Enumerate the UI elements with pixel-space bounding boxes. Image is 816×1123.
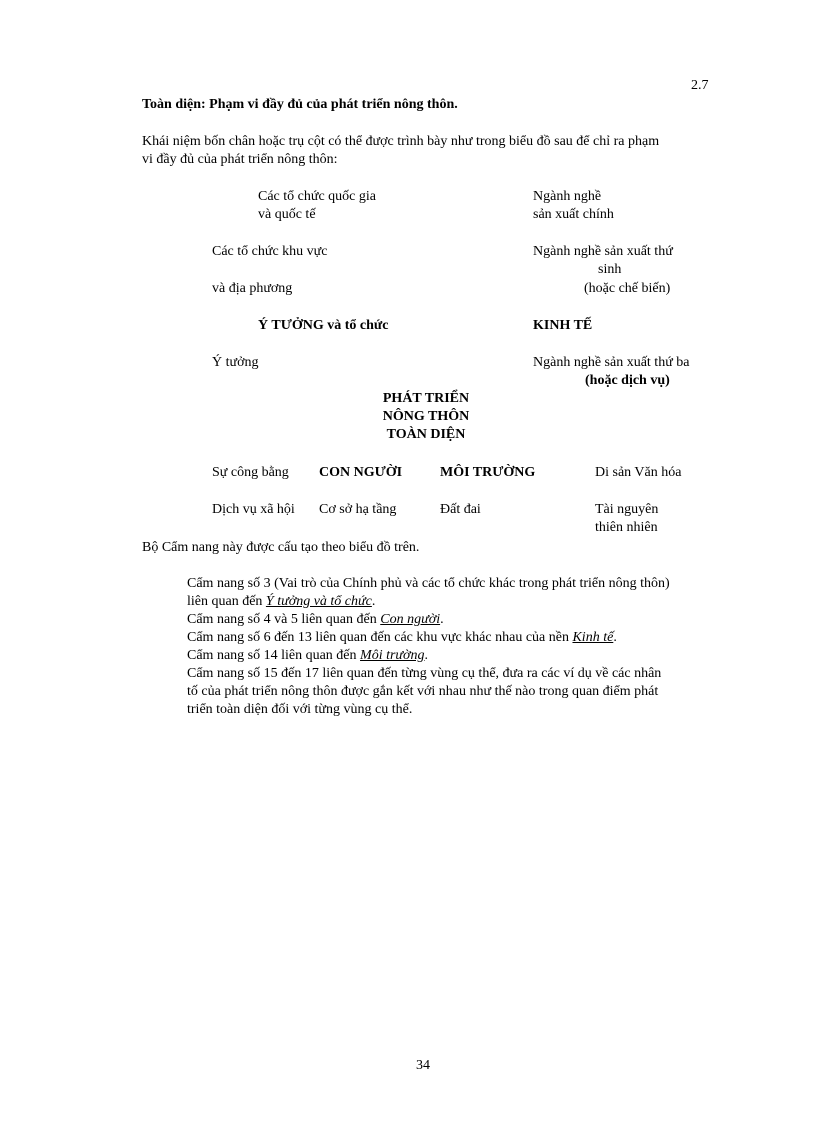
environment-link[interactable]: Môi trường xyxy=(360,648,425,663)
center-title xyxy=(326,390,526,444)
infrastructure-label: Cơ sở hạ tầng xyxy=(319,502,397,517)
intro-paragraph xyxy=(142,133,659,169)
people-link[interactable]: Con người xyxy=(380,612,441,627)
natural-resources-line-2: thiên nhiên xyxy=(595,520,658,535)
section-number: 2.7 xyxy=(691,78,709,93)
secondary-sector-line-2: sinh xyxy=(598,262,622,277)
intro-line-2: vi đầy đủ của phát triển nông thôn: xyxy=(142,152,338,167)
ideas-institutions-link[interactable]: Ý tưởng và tổ chức xyxy=(265,594,372,609)
primary-sector-line-2: sản xuất chính xyxy=(533,207,614,222)
national-institutions xyxy=(258,188,376,224)
tertiary-sector-line-2: (hoặc dịch vụ) xyxy=(585,373,670,388)
section-heading: Toàn diện: Phạm vi đầy đủ của phát triển nông thôn. xyxy=(142,97,458,112)
primary-sector xyxy=(533,188,614,224)
regional-institutions-line-2: và địa phương xyxy=(212,281,293,296)
land-label: Đất đai xyxy=(440,502,481,517)
handbook-item-1-prefix: liên quan đến xyxy=(187,594,266,609)
ideas-label: Ý tưởng xyxy=(212,355,259,370)
center-title-line-1: PHÁT TRIỂN xyxy=(382,391,470,406)
people-title: CON NGƯỜI xyxy=(319,465,403,480)
economy-title: KINH TẾ xyxy=(533,318,593,333)
intro-line-1: Khái niệm bốn chân hoặc trụ cột có thể được trình bày như trong biểu đồ sau để chỉ ra phạm xyxy=(142,134,660,149)
social-services-label: Dịch vụ xã hội xyxy=(212,502,295,517)
structure-note: Bộ Cẩm nang này được cấu tạo theo biểu đồ trên. xyxy=(142,540,420,555)
natural-resources-line-1: Tài nguyên xyxy=(595,502,659,517)
handbook-item-4 xyxy=(187,647,670,665)
handbook-item-1-suffix: . xyxy=(371,594,376,609)
handbook-item-3-suffix: . xyxy=(613,630,617,645)
handbook-list xyxy=(187,575,670,719)
handbook-item-3 xyxy=(187,629,670,647)
natural-resources xyxy=(595,501,658,537)
center-title-line-2: NÔNG THÔN xyxy=(382,409,470,424)
handbook-item-1-line-1: Cẩm nang số 3 (Vai trò của Chính phủ và các tổ chức khác trong phát triển nông thôn) xyxy=(187,576,670,591)
regional-institutions-line-1: Các tổ chức khu vực xyxy=(212,244,328,259)
page-number: 34 xyxy=(416,1058,430,1073)
ideas-institutions-title: Ý TƯỞNG và tổ chức xyxy=(258,318,389,333)
handbook-item-5-line-2: tố của phát triển nông thôn được gắn kết với nhau như thế nào trong quan điểm phát xyxy=(187,684,659,699)
handbook-item-2 xyxy=(187,611,670,629)
handbook-item-1-line-2 xyxy=(187,593,670,611)
handbook-item-3-prefix: Cẩm nang số 6 đến 13 liên quan đến các khu vực khác nhau của nền xyxy=(187,630,573,645)
national-institutions-line-2: và quốc tế xyxy=(258,207,316,222)
handbook-item-2-prefix: Cẩm nang số 4 và 5 liên quan đến xyxy=(187,612,381,627)
handbook-item-5-line-3: triển toàn diện đối với từng vùng cụ thể. xyxy=(187,702,413,717)
equity-label: Sự công bằng xyxy=(212,465,289,480)
secondary-sector-line-1: Ngành nghề sản xuất thứ xyxy=(533,244,673,259)
environment-title: MÔI TRƯỜNG xyxy=(440,465,536,480)
tertiary-sector-line-1: Ngành nghề sản xuất thứ ba xyxy=(533,355,690,370)
primary-sector-line-1: Ngành nghề xyxy=(533,189,602,204)
secondary-sector-line-3: (hoặc chế biến) xyxy=(584,281,671,296)
handbook-item-2-suffix: . xyxy=(440,612,444,627)
economy-link[interactable]: Kinh tế xyxy=(572,630,614,645)
national-institutions-line-1: Các tổ chức quốc gia xyxy=(258,189,376,204)
handbook-item-4-suffix: . xyxy=(424,648,429,663)
cultural-heritage-label: Di sản Văn hóa xyxy=(595,465,682,480)
handbook-item-5-line-1: Cẩm nang số 15 đến 17 liên quan đến từng vùng cụ thể, đưa ra các ví dụ về các nhân xyxy=(187,666,662,681)
handbook-item-4-prefix: Cẩm nang số 14 liên quan đến xyxy=(187,648,361,663)
center-title-line-3: TOÀN DIỆN xyxy=(386,427,466,442)
